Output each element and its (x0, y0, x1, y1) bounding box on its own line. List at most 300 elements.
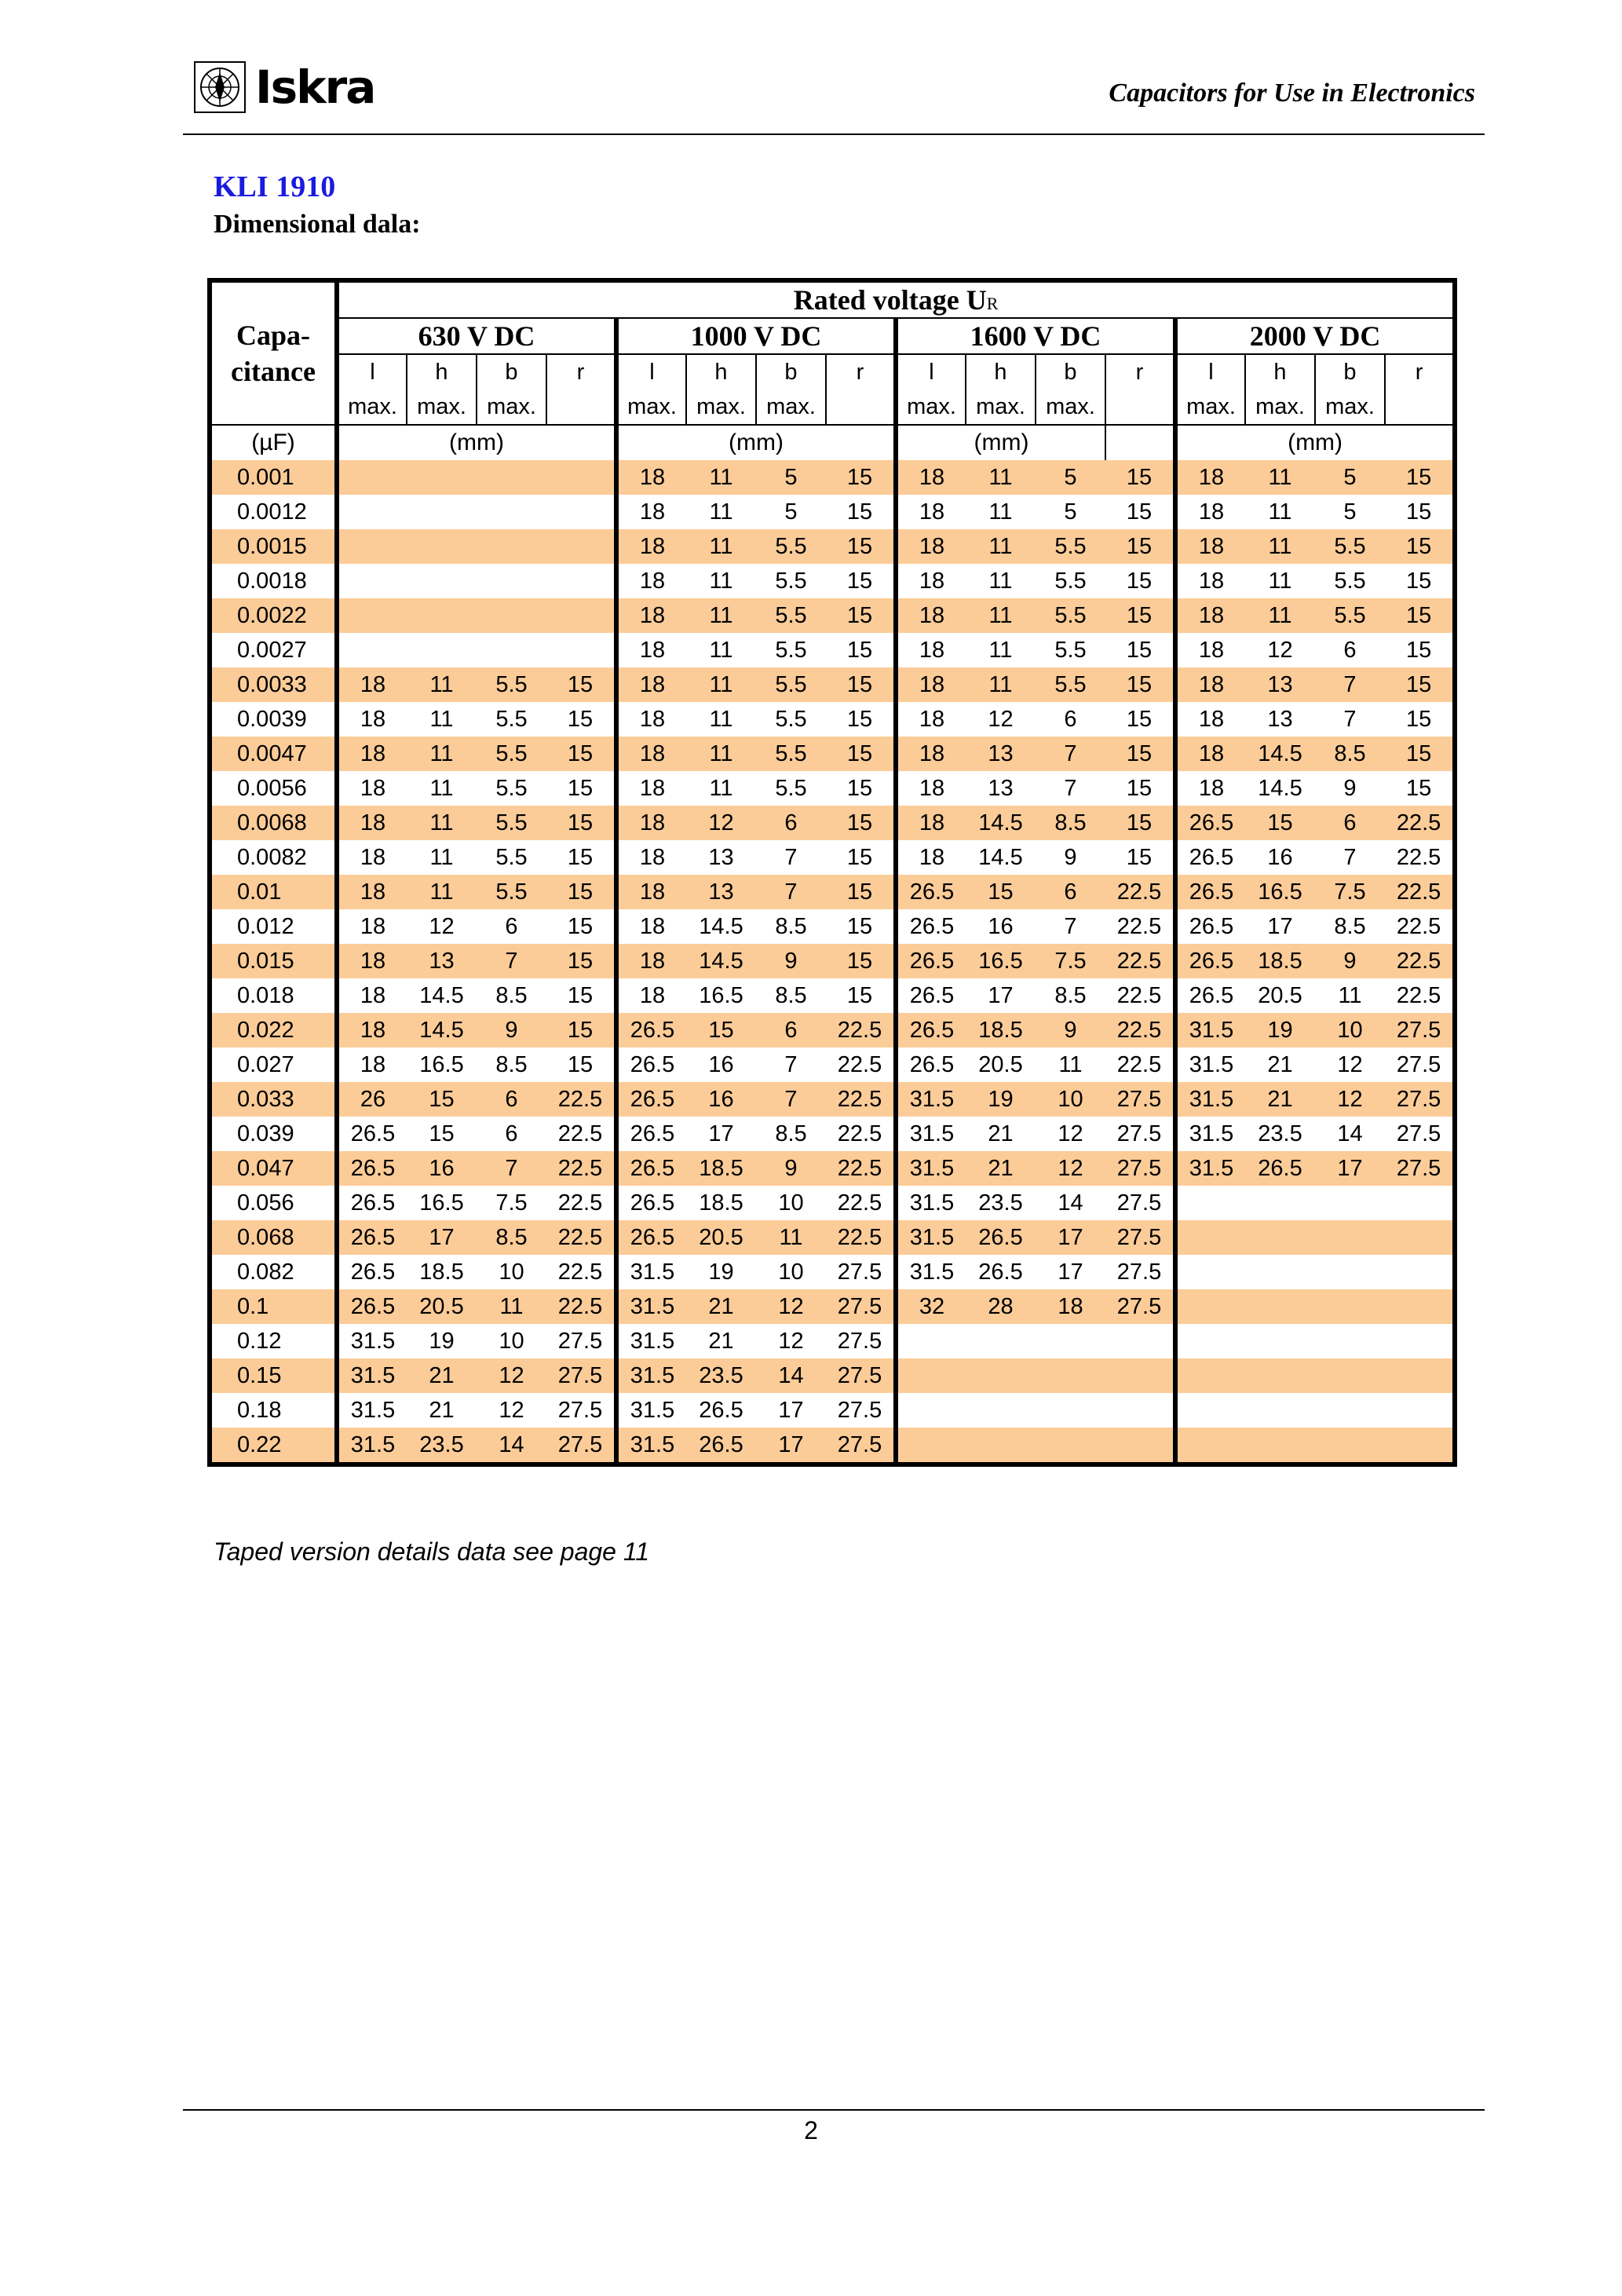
capacitance-cell: 0.0027 (210, 633, 337, 667)
dim-cell-l: 18 (337, 978, 407, 1013)
capacitance-label-2: citance (231, 356, 316, 387)
table-row (210, 1289, 1455, 1324)
dim-cell-h (966, 1324, 1036, 1358)
dim-cell-l: 18 (1175, 460, 1245, 495)
dim-cell-r: 15 (826, 875, 896, 909)
dim-cell-b: 9 (1036, 840, 1105, 875)
dim-cell-b: 14 (477, 1428, 546, 1464)
dim-cell-r: 27.5 (546, 1324, 616, 1358)
dim-cell-l: 31.5 (337, 1393, 407, 1428)
dim-header-r (1385, 354, 1455, 425)
dim-cell-l: 31.5 (616, 1255, 686, 1289)
dim-cell-r: 27.5 (1105, 1220, 1175, 1255)
dim-cell-b: 5 (1315, 460, 1385, 495)
dim-cell-b: 5 (756, 460, 826, 495)
dim-cell-b: 5 (1036, 495, 1105, 529)
dim-cell-r: 15 (826, 944, 896, 978)
header-row-rated-voltage (210, 280, 1455, 318)
dim-cell-h: 13 (686, 840, 756, 875)
dim-header-b (756, 354, 826, 425)
dim-cell-l (1175, 1324, 1245, 1358)
dim-cell-h: 16.5 (966, 944, 1036, 978)
capacitance-cell: 0.047 (210, 1151, 337, 1186)
dim-cell-h (407, 460, 477, 495)
capacitance-cell: 0.0068 (210, 806, 337, 840)
dim-cell-b: 11 (1315, 978, 1385, 1013)
dim-cell-b: 7 (1315, 702, 1385, 737)
dim-cell-h: 14.5 (407, 978, 477, 1013)
dim-cell-r: 22.5 (1385, 840, 1455, 875)
taped-version-note: Taped version details data see page 11 (214, 1537, 650, 1566)
dim-cell-b: 5.5 (756, 667, 826, 702)
dim-cell-h: 11 (966, 529, 1036, 564)
dim-cell-r (1105, 1324, 1175, 1358)
dim-cell-b: 10 (477, 1255, 546, 1289)
dim-cell-h: 18.5 (1245, 944, 1315, 978)
dim-cell-b: 5.5 (1315, 598, 1385, 633)
dim-cell-b: 5.5 (756, 737, 826, 771)
dim-label-r: r (1415, 360, 1423, 385)
dim-cell-h: 26.5 (686, 1428, 756, 1464)
dim-cell-b: 6 (1315, 633, 1385, 667)
dim-cell-h: 23.5 (407, 1428, 477, 1464)
dim-cell-b: 12 (756, 1324, 826, 1358)
dim-cell-r: 27.5 (826, 1289, 896, 1324)
dim-cell-l (1175, 1289, 1245, 1324)
dim-cell-l: 18 (616, 771, 686, 806)
header-row-dimensions (210, 354, 1455, 425)
dim-cell-r: 22.5 (546, 1220, 616, 1255)
dim-label-h: h (435, 360, 448, 385)
dim-cell-r (546, 598, 616, 633)
capacitance-label-1: Capa- (236, 320, 310, 351)
dim-cell-l: 18 (896, 840, 966, 875)
capacitance-unit: (µF) (210, 425, 337, 460)
capacitance-cell: 0.15 (210, 1358, 337, 1393)
dim-cell-b: 6 (756, 806, 826, 840)
dim-cell-l: 31.5 (1175, 1047, 1245, 1082)
table-row (210, 564, 1455, 598)
dim-cell-h: 14.5 (407, 1013, 477, 1047)
dim-max-label: max. (976, 394, 1025, 419)
dim-cell-l: 26.5 (337, 1220, 407, 1255)
dim-cell-r: 15 (546, 667, 616, 702)
dim-cell-h: 20.5 (686, 1220, 756, 1255)
dim-cell-r: 15 (1385, 564, 1455, 598)
dim-max-label: max. (1046, 394, 1095, 419)
dim-cell-r: 22.5 (1105, 1047, 1175, 1082)
dim-cell-l: 26.5 (896, 875, 966, 909)
dim-cell-b: 10 (1315, 1013, 1385, 1047)
dim-cell-r (1385, 1358, 1455, 1393)
dim-cell-l: 18 (896, 702, 966, 737)
dim-cell-b: 10 (477, 1324, 546, 1358)
dim-cell-r: 22.5 (1105, 944, 1175, 978)
dim-cell-l: 18 (1175, 598, 1245, 633)
dim-cell-h: 11 (1245, 460, 1315, 495)
dim-cell-h: 11 (966, 598, 1036, 633)
dim-label-h: h (994, 360, 1007, 385)
dim-cell-b: 6 (477, 1082, 546, 1117)
dim-cell-r: 22.5 (1385, 909, 1455, 944)
table-row (210, 1082, 1455, 1117)
dim-cell-l (337, 495, 407, 529)
dim-cell-h: 11 (1245, 495, 1315, 529)
dim-cell-h: 12 (686, 806, 756, 840)
dim-cell-r: 22.5 (1385, 944, 1455, 978)
capacitance-cell: 0.022 (210, 1013, 337, 1047)
dim-cell-b (1036, 1393, 1105, 1428)
dim-cell-l: 18 (616, 633, 686, 667)
dim-cell-b (477, 633, 546, 667)
dim-cell-r: 22.5 (1105, 875, 1175, 909)
dim-cell-l: 26.5 (896, 909, 966, 944)
dim-cell-h (407, 495, 477, 529)
dim-cell-r: 22.5 (826, 1151, 896, 1186)
dim-cell-l: 26.5 (896, 1047, 966, 1082)
dim-cell-b: 12 (477, 1393, 546, 1428)
dim-cell-h: 11 (407, 771, 477, 806)
dim-cell-h: 21 (966, 1151, 1036, 1186)
dim-cell-b: 7 (1036, 771, 1105, 806)
dim-cell-b (1036, 1428, 1105, 1464)
dim-cell-b: 8.5 (1315, 737, 1385, 771)
dim-cell-h: 16 (966, 909, 1036, 944)
header-row-units (210, 425, 1455, 460)
dim-cell-l: 26.5 (616, 1186, 686, 1220)
dim-cell-b: 8.5 (477, 1220, 546, 1255)
dim-cell-h: 13 (686, 875, 756, 909)
dim-cell-l: 31.5 (896, 1186, 966, 1220)
section-subtitle: Dimensional dala: (214, 210, 421, 239)
dim-cell-l (337, 460, 407, 495)
dim-cell-l: 18 (1175, 564, 1245, 598)
table-row (210, 1013, 1455, 1047)
dim-cell-r: 15 (1385, 633, 1455, 667)
dim-cell-l: 18 (896, 633, 966, 667)
voltage-header-630: 630 V DC (337, 318, 616, 354)
dim-cell-r: 22.5 (546, 1289, 616, 1324)
dim-cell-b (1315, 1428, 1385, 1464)
table-row (210, 840, 1455, 875)
dim-cell-r (1385, 1289, 1455, 1324)
dim-cell-b: 9 (756, 1151, 826, 1186)
capacitance-cell: 0.0039 (210, 702, 337, 737)
dim-cell-b: 5 (1036, 460, 1105, 495)
rated-voltage-label: Rated voltage U (793, 284, 987, 316)
capacitance-cell: 0.0047 (210, 737, 337, 771)
dim-cell-h: 13 (1245, 702, 1315, 737)
capacitance-cell: 0.0015 (210, 529, 337, 564)
dim-cell-h: 11 (407, 875, 477, 909)
dim-cell-h: 11 (686, 564, 756, 598)
dim-cell-r: 15 (546, 806, 616, 840)
dim-cell-r: 27.5 (1105, 1186, 1175, 1220)
dim-cell-b: 7 (1315, 667, 1385, 702)
dim-cell-b: 17 (1036, 1220, 1105, 1255)
dim-cell-b: 7.5 (1315, 875, 1385, 909)
table-row (210, 1324, 1455, 1358)
dim-cell-b: 7 (1315, 840, 1385, 875)
dim-cell-l: 31.5 (896, 1220, 966, 1255)
dim-cell-b: 11 (477, 1289, 546, 1324)
table-row (210, 1047, 1455, 1082)
dim-cell-l: 26.5 (1175, 909, 1245, 944)
dim-cell-h: 11 (407, 702, 477, 737)
dim-cell-h: 21 (407, 1393, 477, 1428)
dim-cell-h (966, 1428, 1036, 1464)
dim-cell-r: 27.5 (1385, 1047, 1455, 1082)
dimensional-data-table (207, 278, 1457, 1467)
dim-cell-h (407, 598, 477, 633)
dim-cell-h: 12 (407, 909, 477, 944)
dim-cell-h (1245, 1255, 1315, 1289)
dim-cell-h: 20.5 (1245, 978, 1315, 1013)
page-header (183, 57, 1485, 135)
dim-cell-h: 11 (1245, 564, 1315, 598)
dim-cell-l: 18 (1175, 495, 1245, 529)
capacitance-cell: 0.0056 (210, 771, 337, 806)
dim-header-b (1036, 354, 1105, 425)
dim-cell-l (337, 529, 407, 564)
dim-label-b: b (784, 360, 798, 385)
dim-cell-h (1245, 1289, 1315, 1324)
dim-cell-h: 20.5 (966, 1047, 1036, 1082)
dim-cell-h (407, 564, 477, 598)
dim-header-h (966, 354, 1036, 425)
dim-cell-h: 11 (966, 633, 1036, 667)
dim-cell-b: 18 (1036, 1289, 1105, 1324)
table-row (210, 1358, 1455, 1393)
dim-cell-r (546, 495, 616, 529)
dim-cell-r: 15 (546, 771, 616, 806)
capacitance-cell: 0.068 (210, 1220, 337, 1255)
dim-cell-r (546, 633, 616, 667)
dim-cell-r: 27.5 (826, 1393, 896, 1428)
dim-cell-r: 15 (1385, 737, 1455, 771)
dim-cell-b: 9 (1036, 1013, 1105, 1047)
iskra-logo (194, 60, 374, 115)
dim-cell-h: 14.5 (686, 944, 756, 978)
dim-cell-r (1385, 1186, 1455, 1220)
dim-cell-r (546, 529, 616, 564)
dim-cell-r: 15 (826, 806, 896, 840)
table-row (210, 495, 1455, 529)
dim-cell-b: 7 (756, 840, 826, 875)
dim-cell-l: 26.5 (616, 1082, 686, 1117)
dim-cell-l: 18 (1175, 633, 1245, 667)
dim-cell-b: 11 (1036, 1047, 1105, 1082)
dim-cell-h: 11 (1245, 529, 1315, 564)
dim-cell-h: 21 (1245, 1082, 1315, 1117)
dim-cell-b: 8.5 (1036, 806, 1105, 840)
dim-cell-h (1245, 1358, 1315, 1393)
dim-cell-h: 11 (686, 667, 756, 702)
capacitance-cell: 0.0012 (210, 495, 337, 529)
dim-cell-r: 27.5 (826, 1255, 896, 1289)
dim-cell-l (896, 1358, 966, 1393)
dim-cell-b: 5.5 (756, 598, 826, 633)
dim-cell-h: 15 (966, 875, 1036, 909)
dim-cell-b: 6 (1315, 806, 1385, 840)
dim-cell-r: 15 (826, 771, 896, 806)
dim-label-l: l (649, 360, 655, 385)
dim-max-blank (827, 389, 893, 424)
dim-cell-b (1315, 1324, 1385, 1358)
dim-header-h (686, 354, 756, 425)
dim-cell-h: 11 (407, 667, 477, 702)
dim-cell-l: 26.5 (337, 1186, 407, 1220)
dim-cell-r: 15 (1385, 460, 1455, 495)
dim-cell-l (337, 564, 407, 598)
dim-cell-h: 11 (407, 737, 477, 771)
table-row (210, 667, 1455, 702)
dim-cell-b (1036, 1324, 1105, 1358)
dim-label-h: h (1273, 360, 1287, 385)
dim-cell-l: 18 (337, 840, 407, 875)
dim-cell-r: 15 (826, 598, 896, 633)
dim-cell-b: 10 (756, 1255, 826, 1289)
dim-cell-b: 7 (1036, 737, 1105, 771)
dim-cell-b (1036, 1358, 1105, 1393)
dim-cell-r: 15 (1105, 702, 1175, 737)
dim-cell-r: 15 (826, 564, 896, 598)
dim-cell-h: 15 (407, 1117, 477, 1151)
dim-cell-l: 18 (337, 702, 407, 737)
dim-cell-h: 11 (966, 564, 1036, 598)
dim-cell-r: 27.5 (1105, 1082, 1175, 1117)
dim-cell-l (1175, 1186, 1245, 1220)
dim-header-l (896, 354, 966, 425)
dim-cell-l: 26.5 (616, 1151, 686, 1186)
dim-cell-b (1315, 1358, 1385, 1393)
dim-cell-b: 7 (756, 1047, 826, 1082)
dim-cell-b: 8.5 (756, 1117, 826, 1151)
header-title: Capacitors for Use in Electronics (1109, 79, 1475, 108)
dim-cell-r: 15 (1105, 840, 1175, 875)
dim-cell-b (1315, 1186, 1385, 1220)
dim-cell-r: 22.5 (826, 1220, 896, 1255)
dim-cell-b (477, 564, 546, 598)
dim-label-l: l (370, 360, 375, 385)
dim-cell-r: 27.5 (546, 1393, 616, 1428)
dim-cell-h: 11 (686, 460, 756, 495)
dim-cell-b: 5.5 (1315, 529, 1385, 564)
dim-cell-l: 18 (896, 737, 966, 771)
dim-cell-r: 15 (1385, 667, 1455, 702)
dim-cell-h: 13 (1245, 667, 1315, 702)
dim-cell-l: 18 (616, 598, 686, 633)
capacitance-header (210, 280, 337, 425)
dim-cell-l: 31.5 (1175, 1013, 1245, 1047)
dim-cell-r: 27.5 (826, 1358, 896, 1393)
dim-cell-h: 21 (686, 1324, 756, 1358)
dim-cell-h: 21 (966, 1117, 1036, 1151)
dim-cell-l: 32 (896, 1289, 966, 1324)
dim-cell-r: 15 (826, 460, 896, 495)
dim-cell-b: 5.5 (1036, 529, 1105, 564)
dim-cell-l: 18 (616, 564, 686, 598)
table-row (210, 1186, 1455, 1220)
dim-cell-r: 27.5 (826, 1324, 896, 1358)
dim-cell-h: 11 (407, 806, 477, 840)
dim-cell-l: 18 (1175, 529, 1245, 564)
dim-cell-l: 31.5 (1175, 1117, 1245, 1151)
dim-cell-h: 11 (686, 702, 756, 737)
dim-cell-b: 12 (756, 1289, 826, 1324)
dim-cell-r: 15 (1385, 702, 1455, 737)
dim-cell-l: 26.5 (896, 1013, 966, 1047)
dim-cell-h: 17 (686, 1117, 756, 1151)
dim-cell-h: 19 (407, 1324, 477, 1358)
dim-cell-h: 28 (966, 1289, 1036, 1324)
capacitance-cell: 0.22 (210, 1428, 337, 1464)
dim-cell-h: 11 (686, 598, 756, 633)
dim-cell-h: 13 (966, 771, 1036, 806)
dim-cell-r (546, 460, 616, 495)
dim-cell-h: 14.5 (1245, 737, 1315, 771)
table-row (210, 978, 1455, 1013)
dim-cell-b: 7.5 (1036, 944, 1105, 978)
dim-cell-l: 18 (896, 564, 966, 598)
dim-cell-r: 22.5 (546, 1117, 616, 1151)
dim-cell-h: 16.5 (1245, 875, 1315, 909)
dim-cell-b: 12 (1315, 1047, 1385, 1082)
footer-rule (183, 2109, 1485, 2111)
dim-header-r (826, 354, 896, 425)
dim-cell-h (407, 529, 477, 564)
table-row (210, 806, 1455, 840)
dim-cell-h: 23.5 (1245, 1117, 1315, 1151)
dim-cell-r: 22.5 (826, 1186, 896, 1220)
dim-cell-h: 11 (966, 667, 1036, 702)
dim-cell-h (1245, 1393, 1315, 1428)
dim-cell-r: 15 (546, 978, 616, 1013)
dim-cell-l: 31.5 (616, 1289, 686, 1324)
dim-cell-l: 26.5 (1175, 978, 1245, 1013)
voltage-header-2000: 2000 V DC (1175, 318, 1455, 354)
dim-cell-r: 15 (546, 909, 616, 944)
dim-cell-l: 18 (616, 737, 686, 771)
dim-cell-r (546, 564, 616, 598)
dim-cell-r: 27.5 (1385, 1117, 1455, 1151)
dim-cell-r: 15 (546, 702, 616, 737)
table-row (210, 598, 1455, 633)
dim-cell-h: 15 (686, 1013, 756, 1047)
dim-cell-l: 31.5 (616, 1358, 686, 1393)
dim-cell-r: 15 (1105, 737, 1175, 771)
dim-cell-l: 31.5 (1175, 1082, 1245, 1117)
iskra-emblem-icon (194, 61, 246, 113)
dim-cell-h: 16.5 (686, 978, 756, 1013)
dim-label-r: r (856, 360, 864, 385)
dim-cell-l: 18 (896, 667, 966, 702)
dim-cell-r: 15 (1105, 633, 1175, 667)
dim-cell-b: 8.5 (1315, 909, 1385, 944)
dim-cell-l: 31.5 (337, 1324, 407, 1358)
dim-cell-r: 15 (546, 875, 616, 909)
capacitance-cell: 0.018 (210, 978, 337, 1013)
dim-cell-l: 31.5 (896, 1082, 966, 1117)
table-row (210, 529, 1455, 564)
dim-max-blank (547, 389, 614, 424)
dim-cell-b: 5 (1315, 495, 1385, 529)
dim-cell-b (477, 529, 546, 564)
header-row-voltages (210, 318, 1455, 354)
dim-cell-b: 12 (477, 1358, 546, 1393)
table-row (210, 771, 1455, 806)
dim-cell-b: 6 (1036, 875, 1105, 909)
